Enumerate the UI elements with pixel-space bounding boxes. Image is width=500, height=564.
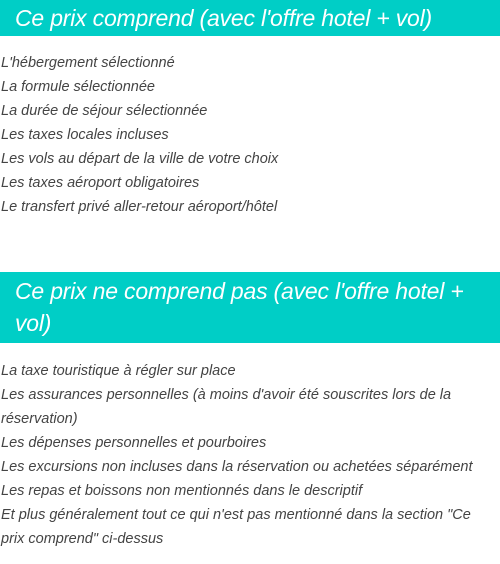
included-item: Le transfert privé aller-retour aéroport/hôtel [1,199,278,215]
excluded-section-title: Ce prix ne comprend pas (avec l'offre hotel + vol) [0,272,500,343]
included-item: Les vols au départ de la ville de votre choix [1,151,279,167]
included-item: Les taxes aéroport obligatoires [1,175,200,191]
included-item: La durée de séjour sélectionnée [1,103,208,119]
included-item: La formule sélectionnée [1,79,155,95]
excluded-item: La taxe touristique à régler sur place [1,363,236,379]
excluded-item: Les repas et boissons non mentionnés dans le descriptif [1,483,363,499]
excluded-list [0,359,500,551]
excluded-item: Les assurances personnelles (à moins d'avoir été souscrites lors de la réservation) [1,387,452,427]
included-item: Les taxes locales incluses [1,127,169,143]
included-section-title: Ce prix comprend (avec l'offre hotel + vol) [0,0,500,36]
excluded-item: Les excursions non incluses dans la réservation ou achetées séparément [1,459,473,475]
excluded-item: Et plus généralement tout ce qui n'est pas mentionné dans la section "Ce prix comprend" ci-dessus [1,507,471,547]
included-list [0,51,500,219]
included-item: L'hébergement sélectionné [1,55,175,71]
included-section [0,0,500,219]
excluded-item: Les dépenses personnelles et pourboires [1,435,267,451]
excluded-section [0,272,500,551]
